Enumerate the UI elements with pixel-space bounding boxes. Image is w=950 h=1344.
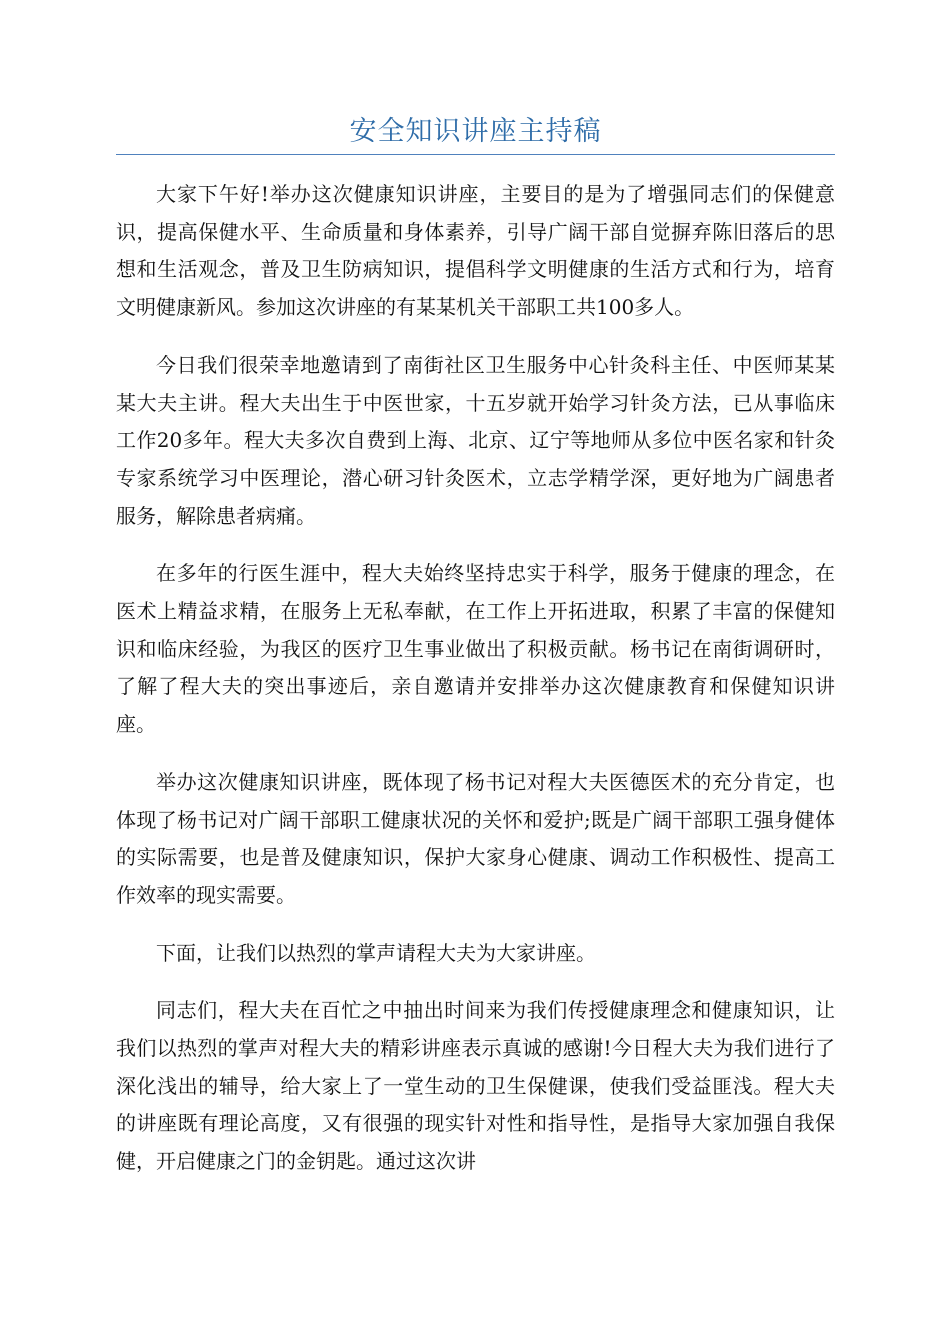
paragraph-intro: 大家下午好!举办这次健康知识讲座，主要目的是为了增强同志们的保健意识，提高保健水平、生命质量和身体素养，引导广阔干部自觉摒弃陈旧落后的思想和生活观念，普及卫生防病知识，提倡科学文明健康的生活方式和行为，培育文明健康新风。参加这次讲座的有某某机关干部职工共100多人。 bbox=[116, 182, 835, 320]
paragraph-significance: 举办这次健康知识讲座，既体现了杨书记对程大夫医德医术的充分肯定，也体现了杨书记对广阔干部职工健康状况的关怀和爱护;既是广阔干部职工强身健体的实际需要，也是普及健康知识，保护大家身心健康、调动工作积极性、提高工作效率的现实需要。 bbox=[116, 769, 835, 907]
document-body bbox=[116, 176, 835, 1201]
paragraph-speaker-career: 在多年的行医生涯中，程大夫始终坚持忠实于科学，服务于健康的理念，在医术上精益求精，在服务上无私奉献，在工作上开拓进取，积累了丰富的保健知识和临床经验，为我区的医疗卫生事业做出了积极贡献。杨书记在南街调研时，了解了程大夫的突出事迹后，亲自邀请并安排举办这次健康教育和保健知识讲座。 bbox=[116, 561, 835, 737]
paragraph-invitation: 下面，让我们以热烈的掌声请程大夫为大家讲座。 bbox=[156, 940, 596, 965]
document-title: 安全知识讲座主持稿 bbox=[349, 116, 602, 147]
paragraph-speaker-intro: 今日我们很荣幸地邀请到了南街社区卫生服务中心针灸科主任、中医师某某某大夫主讲。程大夫出生于中医世家，十五岁就开始学习针灸方法，已从事临床工作20多年。程大夫多次自费到上海、北京、辽宁等地师从多位中医名家和针灸专家系统学习中医理论，潜心研习针灸医术，立志学精学深，更好地为广阔患者服务，解除患者病痛。 bbox=[116, 352, 835, 528]
title-divider bbox=[116, 154, 835, 155]
paragraph-thanks: 同志们，程大夫在百忙之中抽出时间来为我们传授健康理念和健康知识，让我们以热烈的掌声对程大夫的精彩讲座表示真诚的感谢!今日程大夫为我们进行了深化浅出的辅导，给大家上了一堂生动的卫生保健课，使我们受益匪浅。程大夫的讲座既有理论高度，又有很强的现实针对性和指导性，是指导大家加强自我保健，开启健康之门的金钥匙。通过这次讲 bbox=[116, 998, 835, 1174]
